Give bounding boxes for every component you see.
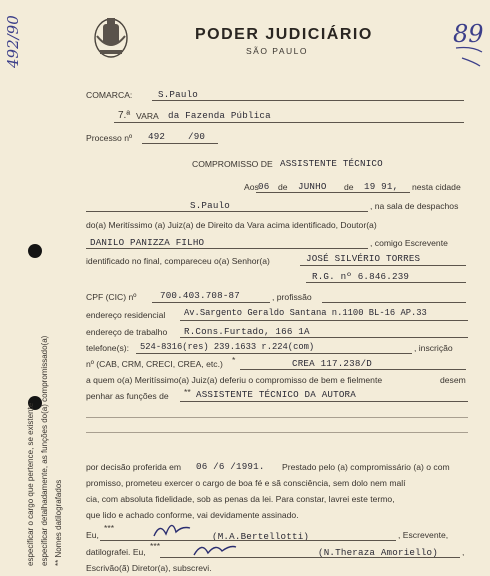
endereco-trabalho-label: endereço de trabalho bbox=[86, 327, 168, 337]
profissao-label: , profissão bbox=[272, 292, 312, 302]
day-value: 06 bbox=[258, 181, 270, 192]
endereco-residencial-label: endereço residencial bbox=[86, 310, 166, 320]
cpf-label: CPF (CIC) nº bbox=[86, 292, 137, 302]
datilografei-mark: *** bbox=[150, 541, 161, 551]
comarca-line bbox=[152, 100, 464, 101]
penhar-text: penhar as funções de bbox=[86, 391, 169, 401]
escrivao-label: Escrivão(ã) Diretor(a), subscrevi. bbox=[86, 563, 212, 573]
endereco-residencial-line bbox=[180, 320, 468, 321]
eu-mark: *** bbox=[104, 523, 115, 533]
promessa-text: promisso, prometeu exercer o cargo de boa fé e sã consciência, sem dolo nem malí bbox=[86, 478, 406, 488]
funcao-line-1 bbox=[180, 401, 468, 402]
comma-text: , bbox=[462, 547, 465, 557]
punch-hole bbox=[28, 244, 42, 258]
desem-text: desem bbox=[440, 375, 466, 385]
cpf-value: 700.403.708-87 bbox=[160, 290, 240, 301]
rg-line bbox=[306, 282, 466, 283]
sala-text: , na sala de despachos bbox=[370, 201, 459, 211]
funcao-line-2 bbox=[86, 417, 468, 418]
vara-number: 7.ª bbox=[118, 110, 131, 121]
margin-note-3: ** Nomes datilografados bbox=[54, 479, 63, 566]
vara-line bbox=[114, 122, 464, 123]
escrevente-signature bbox=[150, 516, 194, 542]
court-city: SÃO PAULO bbox=[246, 46, 308, 56]
fidelidade-text: cia, com absoluta fidelidade, sob as penas da lei. Para constar, lavrei este termo, bbox=[86, 494, 395, 504]
conselho-line bbox=[240, 369, 466, 370]
person-line bbox=[300, 265, 466, 266]
page-number: 89 bbox=[453, 20, 484, 48]
date-line bbox=[256, 192, 410, 193]
comarca-value: S.Paulo bbox=[158, 89, 198, 100]
coat-of-arms-icon bbox=[92, 14, 130, 60]
de-label: de bbox=[344, 182, 354, 192]
rg-value: R.G. nº 6.846.239 bbox=[312, 271, 410, 282]
diretor-signature bbox=[190, 537, 240, 561]
margin-note-1: especificar o cargo que pertence, se existente bbox=[26, 402, 35, 566]
escrevente-line bbox=[100, 540, 396, 541]
meritissimo-text: do(a) Meritíssimo (a) Juiz(a) de Direito da Vara acima identificado, Doutor(a) bbox=[86, 220, 377, 230]
conselho-value: CREA 117.238/D bbox=[292, 358, 372, 369]
judge-line bbox=[86, 248, 368, 249]
deferiu-text: a quem o(a) Meritíssimo(a) Juiz(a) deferiu o compromisso de bem e fielmente bbox=[86, 375, 383, 385]
city-value: S.Paulo bbox=[190, 200, 230, 211]
funcao-line-3 bbox=[86, 432, 468, 433]
processo-line bbox=[142, 143, 218, 144]
identificado-text: identificado no final, compareceu o(a) Senhor(a) bbox=[86, 256, 270, 266]
decisao-text: por decisão proferida em bbox=[86, 462, 182, 472]
nesta-cidade-label: nesta cidade bbox=[412, 182, 461, 192]
handwritten-process-ref: 492/90 bbox=[4, 15, 22, 68]
escrevente-text: , comigo Escrevente bbox=[370, 238, 448, 248]
telefone-line bbox=[136, 353, 412, 354]
funcao-mark: ** bbox=[184, 387, 191, 397]
vara-label: VARA bbox=[136, 111, 159, 121]
margin-note-2: especificar detalhadamente, as funções do(a) compromissado(a) bbox=[40, 335, 49, 566]
telefone-label: telefone(s): bbox=[86, 343, 129, 353]
prestado-text: Prestado pelo (a) compromissário (a) o com bbox=[282, 462, 450, 472]
processo-label: Processo nº bbox=[86, 133, 133, 143]
conselho-label: nº (CAB, CRM, CRECI, CREA, etc.) bbox=[86, 359, 223, 369]
court-title: PODER JUDICIÁRIO bbox=[195, 26, 373, 43]
conforme-text: que lido e achado conforme, vai devidamente assinado. bbox=[86, 510, 299, 520]
year-value: 19 91, bbox=[364, 181, 399, 192]
conselho-mark: * bbox=[232, 355, 236, 365]
page-number-underline-icon bbox=[452, 44, 486, 70]
eu-label: Eu, bbox=[86, 530, 99, 540]
telefone-value: 524-8316(res) 239.1633 r.224(com) bbox=[140, 342, 315, 352]
person-name: JOSÉ SILVÉRIO TORRES bbox=[306, 253, 421, 264]
profissao-line bbox=[322, 302, 466, 303]
document-title: COMPROMISSO DE bbox=[192, 159, 273, 169]
city-line bbox=[86, 211, 368, 212]
diretor-name: (N.Theraza Amoriello) bbox=[318, 547, 438, 558]
processo-number: 492 bbox=[148, 131, 166, 142]
vara-value: da Fazenda Pública bbox=[168, 110, 271, 121]
month-value: JUNHO bbox=[298, 181, 327, 192]
endereco-trabalho-line bbox=[180, 337, 468, 338]
escrevente-name: (M.A.Bertellotti) bbox=[212, 531, 310, 542]
processo-year: /90 bbox=[188, 131, 206, 142]
judge-name: DANILO PANIZZA FILHO bbox=[90, 237, 205, 248]
de-label: de bbox=[278, 182, 288, 192]
funcao-value: ASSISTENTE TÉCNICO DA AUTORA bbox=[196, 389, 356, 400]
document-title-typed: ASSISTENTE TÉCNICO bbox=[280, 158, 383, 169]
endereco-trabalho-value: R.Cons.Furtado, 166 1A bbox=[184, 326, 310, 337]
datilografei-label: datilografei. Eu, bbox=[86, 547, 146, 557]
comarca-label: COMARCA: bbox=[86, 90, 133, 100]
inscricao-label: , inscrição bbox=[414, 343, 453, 353]
aos-label: Aos bbox=[244, 182, 259, 192]
decisao-date: 06 /6 /1991. bbox=[196, 461, 265, 472]
escrevente-label: , Escrevente, bbox=[398, 530, 449, 540]
cpf-line bbox=[152, 302, 270, 303]
endereco-residencial-value: Av.Sargento Geraldo Santana n.1100 BL-16 AP.33 bbox=[184, 308, 427, 318]
